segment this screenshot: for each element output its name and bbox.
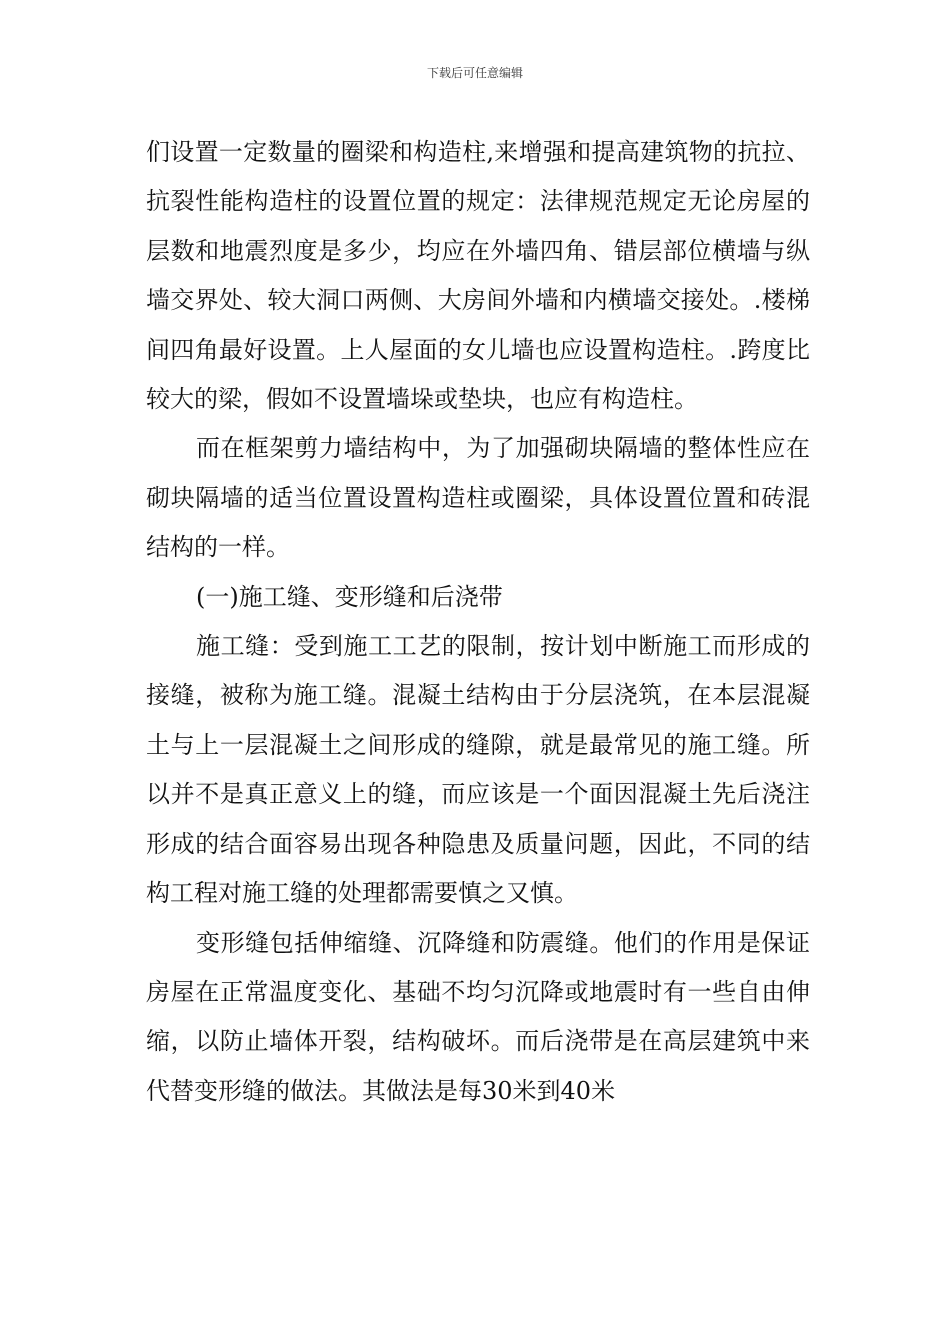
paragraph-deformation-joint: 变形缝包括伸缩缝、沉降缝和防震缝。他们的作用是保证房屋在正常温度变化、基础不均匀沉降或地震时有一些自由伸缩，以防止墙体开裂，结构破坏。而后浇带是在高层建筑中来代替变形缝的做法。其做法是每30米到40米 — [146, 928, 810, 1105]
document-body — [146, 128, 810, 1116]
paragraph-construction-joint: 施工缝：受到施工工艺的限制，按计划中断施工而形成的接缝，被称为施工缝。混凝土结构由于分层浇筑，在本层混凝土与上一层混凝土之间形成的缝隙，就是最常见的施工缝。所以并不是真正意义上的缝，而应该是一个面因混凝土先后浇注形成的结合面容易出现各种隐患及质量问题，因此，不同的结构工程对施工缝的处理都需要慎之又慎。 — [146, 632, 810, 908]
section-heading-joints: (一)施工缝、变形缝和后浇带 — [196, 582, 503, 611]
paragraph-constructional-columns: 们设置一定数量的圈梁和构造柱,来增强和提高建筑物的抗拉、抗裂性能构造柱的设置位置的规定：法律规范规定无论房屋的层数和地震烈度是多少，均应在外墙四角、错层部位横墙与纵墙交界处、较大洞口两侧、大房间外墙和内横墙交接处。.楼梯间四角最好设置。上人屋面的女儿墙也应设置构造柱。.跨度比较大的梁，假如不设置墙垛或垫块，也应有构造柱。 — [146, 138, 810, 414]
page-header: 下载后可任意编辑 — [426, 66, 523, 80]
paragraph-frame-shear-wall: 而在框架剪力墙结构中，为了加强砌块隔墙的整体性应在砌块隔墙的适当位置设置构造柱或圈梁，具体设置位置和砖混结构的一样。 — [146, 434, 810, 562]
